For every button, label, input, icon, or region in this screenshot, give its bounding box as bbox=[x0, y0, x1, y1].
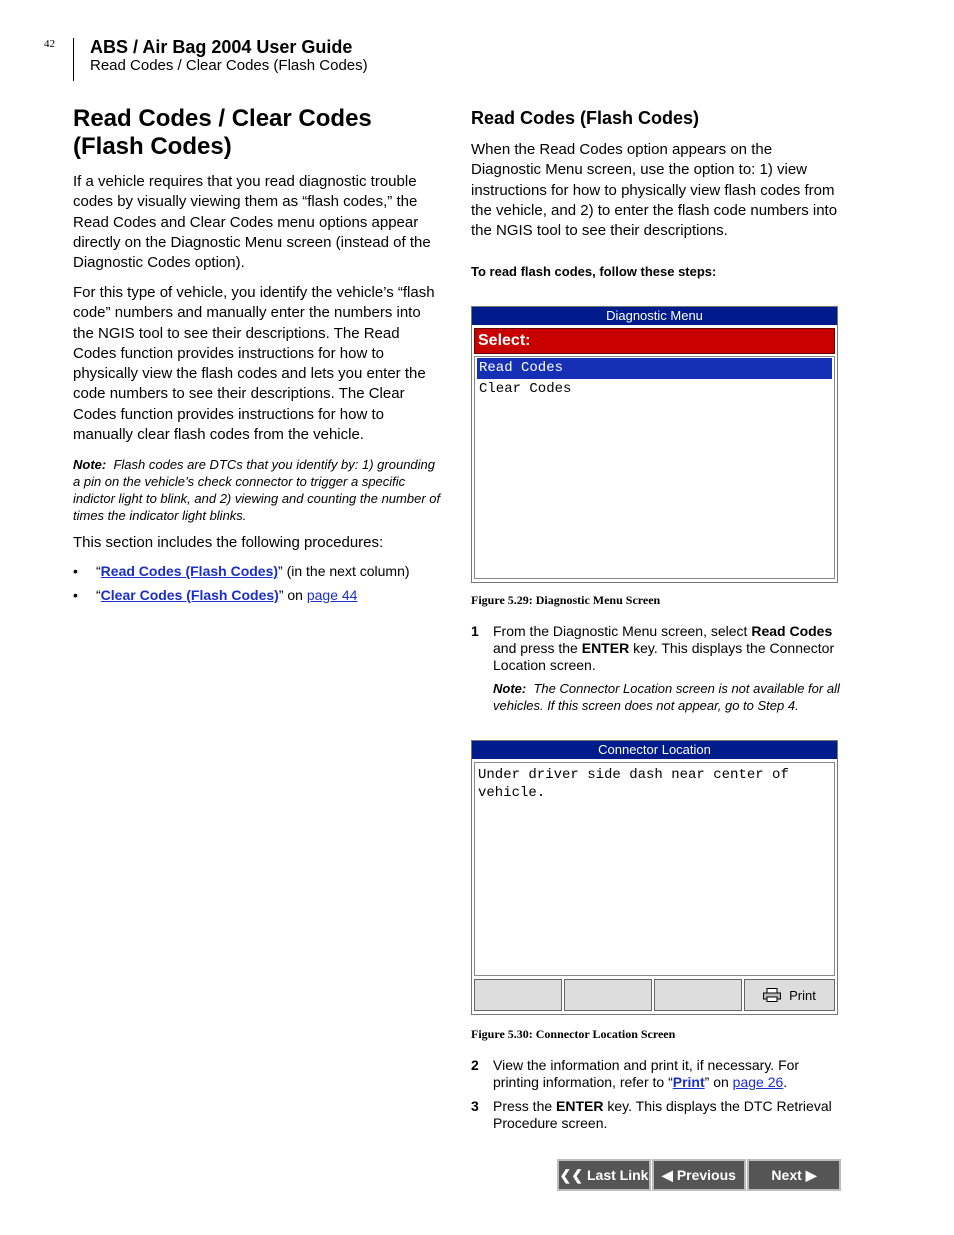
connector-location-screen bbox=[471, 740, 838, 1015]
step-number: 3 bbox=[471, 1098, 479, 1114]
arrow-left-icon: ◀ bbox=[662, 1166, 673, 1183]
note-label: Note: bbox=[493, 681, 527, 696]
bullet-icon: • bbox=[73, 587, 78, 603]
figure-caption-5-29: Figure 5.29: Diagnostic Menu Screen bbox=[471, 593, 661, 607]
header-divider bbox=[73, 38, 74, 81]
bullet-icon: • bbox=[73, 563, 78, 579]
previous-button[interactable]: ◀ Previous bbox=[652, 1159, 746, 1191]
menu-list bbox=[474, 356, 835, 579]
page-heading bbox=[73, 105, 453, 161]
print-link[interactable]: Print bbox=[672, 1074, 705, 1090]
read-codes-link[interactable]: Read Codes (Flash Codes) bbox=[100, 563, 279, 579]
note-text: Flash codes are DTCs that you identify by: 1) grounding a pin on the vehicle’s check connector to trigger a specific indictor light to blink, and 2) viewing and counting the number of times the indicator light blinks. bbox=[73, 457, 441, 523]
steps-heading: To read flash codes, follow these steps: bbox=[471, 264, 717, 279]
double-arrow-left-icon: ❮❮ bbox=[559, 1166, 583, 1183]
next-button[interactable]: Next ▶ bbox=[747, 1159, 841, 1191]
figure-caption-5-30: Figure 5.30: Connector Location Screen bbox=[471, 1027, 676, 1041]
menu-item-read-codes[interactable]: Read Codes bbox=[477, 358, 832, 379]
print-softkey[interactable] bbox=[744, 979, 835, 1011]
menu-item-clear-codes[interactable]: Clear Codes bbox=[479, 381, 572, 397]
softkey-bar bbox=[474, 979, 835, 1011]
nav-buttons bbox=[557, 1159, 841, 1191]
intro-paragraph: If a vehicle requires that you read diagnostic trouble codes by visually viewing them as “flash codes,” the Read Codes and Clear Codes menu options appear directly on the Diagnostic Menu screen (instead of the Diagnostic Codes option). bbox=[73, 173, 431, 272]
step-number: 1 bbox=[471, 623, 479, 639]
diagnostic-menu-titlebar: Diagnostic Menu bbox=[472, 307, 837, 325]
vehicle-paragraph: For this type of vehicle, you identify the vehicle’s “flash code” numbers and manually enter the numbers into the NGIS tool to see their descriptions. The Read Codes function provides instructions for how to physically view the flash codes and lets you enter the code numbers to see their descriptions. The Clear Codes function provides instructions for how to manually clear flash codes from the vehicle. bbox=[73, 284, 435, 444]
print-label: Print bbox=[789, 987, 816, 1003]
softkey-1[interactable] bbox=[474, 979, 562, 1011]
connector-note bbox=[493, 680, 843, 714]
arrow-right-icon: ▶ bbox=[805, 1166, 817, 1183]
note-text: The Connector Location screen is not available for all vehicles. If this screen does not appear, go to Step 4. bbox=[493, 681, 840, 713]
page-26-link[interactable]: page 26 bbox=[732, 1074, 784, 1090]
step-3: 3 Press the ENTER key. This displays the DTC Retrieval Procedure screen. bbox=[471, 1098, 832, 1131]
page-number: 42 bbox=[44, 38, 55, 50]
procedures-intro: This section includes the following procedures: bbox=[73, 534, 384, 551]
diagnostic-menu-screen bbox=[471, 306, 838, 583]
location-line-2: vehicle. bbox=[478, 785, 546, 801]
step-1: 1 From the Diagnostic Menu screen, select Read Codes and press the ENTER key. This displays the Connector Location screen. Note: The Connector Location screen is not available for all vehicles. If this screen does not appear, go to Step 4. bbox=[471, 623, 843, 713]
location-line-1: Under driver side dash near center of bbox=[478, 767, 789, 783]
section-title: Read Codes / Clear Codes (Flash Codes) bbox=[90, 57, 368, 74]
softkey-3[interactable] bbox=[654, 979, 742, 1011]
flash-codes-note bbox=[73, 456, 445, 524]
connector-location-text bbox=[474, 762, 835, 976]
page-heading-line2: (Flash Codes) bbox=[73, 133, 232, 160]
guide-title: ABS / Air Bag 2004 User Guide bbox=[90, 37, 353, 57]
note-label: Note: bbox=[73, 457, 107, 472]
select-bar: Select: bbox=[474, 328, 835, 354]
page-heading-line1: Read Codes / Clear Codes bbox=[73, 105, 372, 132]
read-codes-heading: Read Codes (Flash Codes) bbox=[471, 108, 700, 128]
clear-codes-link[interactable]: Clear Codes (Flash Codes) bbox=[100, 587, 279, 603]
step-number: 2 bbox=[471, 1057, 479, 1073]
printer-icon bbox=[763, 988, 781, 1002]
page-44-link[interactable]: page 44 bbox=[306, 587, 358, 603]
connector-location-titlebar: Connector Location bbox=[472, 741, 837, 759]
softkey-2[interactable] bbox=[564, 979, 652, 1011]
step-2: 2 View the information and print it, if necessary. For printing information, refer to “Print” on page 26. bbox=[471, 1057, 800, 1090]
last-link-button[interactable]: ❮❮ Last Link bbox=[557, 1159, 651, 1191]
read-codes-paragraph: When the Read Codes option appears on the Diagnostic Menu screen, use the option to: 1) view instructions for how to physically view flash codes from the vehicle, and 2) to enter the flash code numbers into the NGIS tool to see their descriptions. bbox=[471, 141, 838, 240]
